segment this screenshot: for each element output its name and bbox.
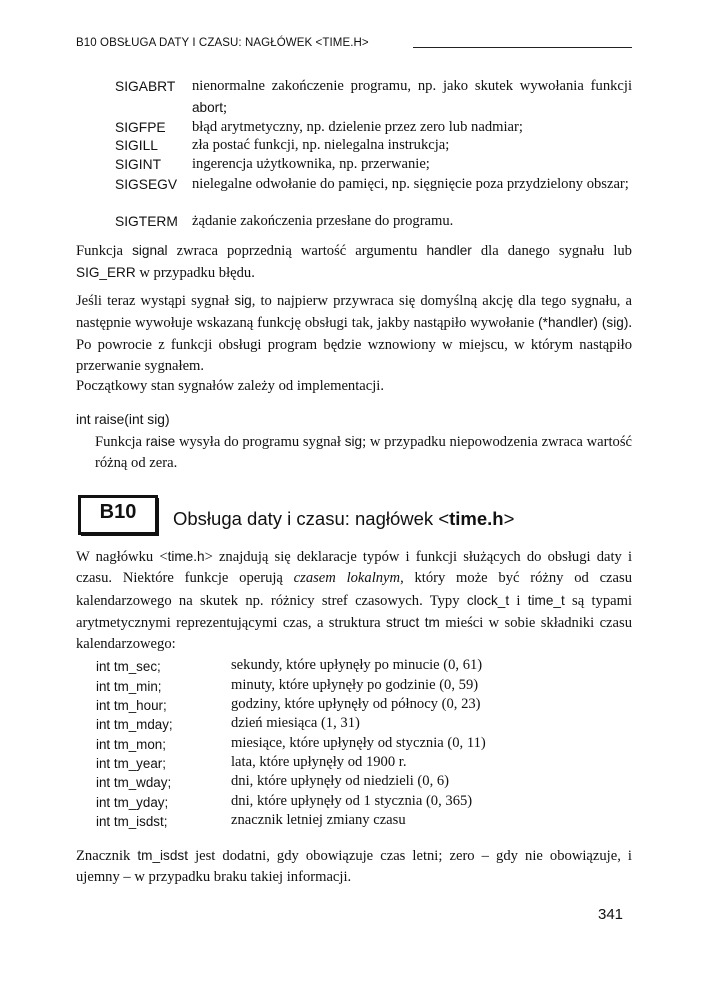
signal-name: SIGILL	[115, 138, 158, 153]
paragraph-time-intro: W nagłówku <time.h> znajdują się deklaracje typów i funkcji służących do obsługi daty i czasu. Niektóre funkcje operują czasem lokalnym, który może być różny od czasu kalendarzowego na skutek np. różnicy stref czasowych. Typy clock_t i time_t są typami arytmetycznymi reprezentującymi czas, a struktura struct tm mieści w sobie składniki czasu kalendarzowego:	[76, 549, 632, 653]
signal-description: ingerencja użytkownika, np. przerwanie;	[192, 156, 430, 172]
tm-field-desc: dzień miesiąca (1, 31)	[231, 715, 360, 731]
tm-field-decl: int tm_hour;	[96, 698, 167, 713]
tm-field-decl: int tm_year;	[96, 756, 166, 771]
signal-name: SIGABRT	[115, 79, 176, 94]
tm-field-desc: minuty, które upłynęły po godzinie (0, 59)	[231, 677, 479, 693]
header-rule	[413, 47, 632, 48]
code-abort: abort	[192, 100, 223, 116]
tm-field-decl: int tm_mday;	[96, 717, 173, 732]
signal-description: zła postać funkcji, np. nielegalna instrukcja;	[192, 137, 450, 153]
paragraph-signal-return: Funkcja signal zwraca poprzednią wartość argumentu handler dla danego sygnału lub SIG_ERR w przypadku błędu.	[76, 243, 632, 282]
tm-field-desc: godziny, które upłynęły od północy (0, 23)	[231, 696, 481, 712]
tm-field-desc: znacznik letniej zmiany czasu	[231, 812, 406, 828]
signal-name: SIGSEGV	[115, 177, 178, 192]
signal-description: żądanie zakończenia przesłane do programu.	[192, 213, 454, 229]
signal-description: nielegalne odwołanie do pamięci, np. sięgnięcie poza przydzielony obszar;	[192, 176, 629, 192]
tm-field-desc: lata, które upłynęły od 1900 r.	[231, 754, 407, 770]
signal-description: błąd arytmetyczny, np. dzielenie przez zero lub nadmiar;	[192, 119, 523, 135]
signal-name: SIGFPE	[115, 120, 166, 135]
tm-field-decl: int tm_min;	[96, 679, 162, 694]
tm-field-desc: dni, które upłynęły od niedzieli (0, 6)	[231, 773, 450, 789]
tm-field-decl: int tm_wday;	[96, 775, 172, 790]
raise-prototype: int raise(int sig)	[76, 412, 170, 427]
tm-field-desc: dni, które upłynęły od 1 stycznia (0, 365)	[231, 793, 473, 809]
section-title: Obsługa daty i czasu: nagłówek <time.h>	[173, 508, 515, 529]
tm-field-decl: int tm_mon;	[96, 737, 166, 752]
page-number: 341	[598, 906, 624, 923]
paragraph-isdst: Znacznik tm_isdst jest dodatni, gdy obowiązuje czas letni; zero – gdy nie obowiązuje, i ujemny – w przypadku braku takiej informacji.	[76, 848, 632, 886]
paragraph-initial-state: Początkowy stan sygnałów zależy od implementacji.	[76, 378, 385, 394]
paragraph-handler: Jeśli teraz wystąpi sygnał sig, to najpierw przywraca się domyślną akcję dla tego sygnału, a następnie wywołuje wskazaną funkcję obsługi tak, jakby nastąpiło wywołanie (*handler) (sig). Po powrocie z funkcji obsługi program będzie wznowiony w miejscu, w którym nastąpiło przerwanie sygnałem.	[76, 293, 633, 374]
tm-field-decl: int tm_sec;	[96, 659, 161, 674]
section-number: B10	[99, 501, 137, 523]
tm-field-decl: int tm_isdst;	[96, 814, 168, 829]
signal-description: nienormalne zakończenie programu, np. jako skutek wywołania funkcji abort;	[192, 78, 632, 117]
tm-field-desc: miesiące, które upłynęły od stycznia (0, 11)	[231, 735, 486, 751]
signal-name: SIGTERM	[115, 214, 178, 229]
tm-field-decl: int tm_yday;	[96, 795, 169, 810]
section-badge	[78, 495, 158, 535]
signal-name: SIGINT	[115, 157, 161, 172]
raise-description: Funkcja raise wysyła do programu sygnał sig; w przypadku niepowodzenia zwraca wartość różną od zera.	[95, 434, 632, 472]
tm-field-desc: sekundy, które upłynęły po minucie (0, 61)	[231, 657, 483, 673]
running-header: B10 OBSŁUGA DATY I CZASU: NAGŁÓWEK <TIME.H>	[76, 37, 369, 49]
